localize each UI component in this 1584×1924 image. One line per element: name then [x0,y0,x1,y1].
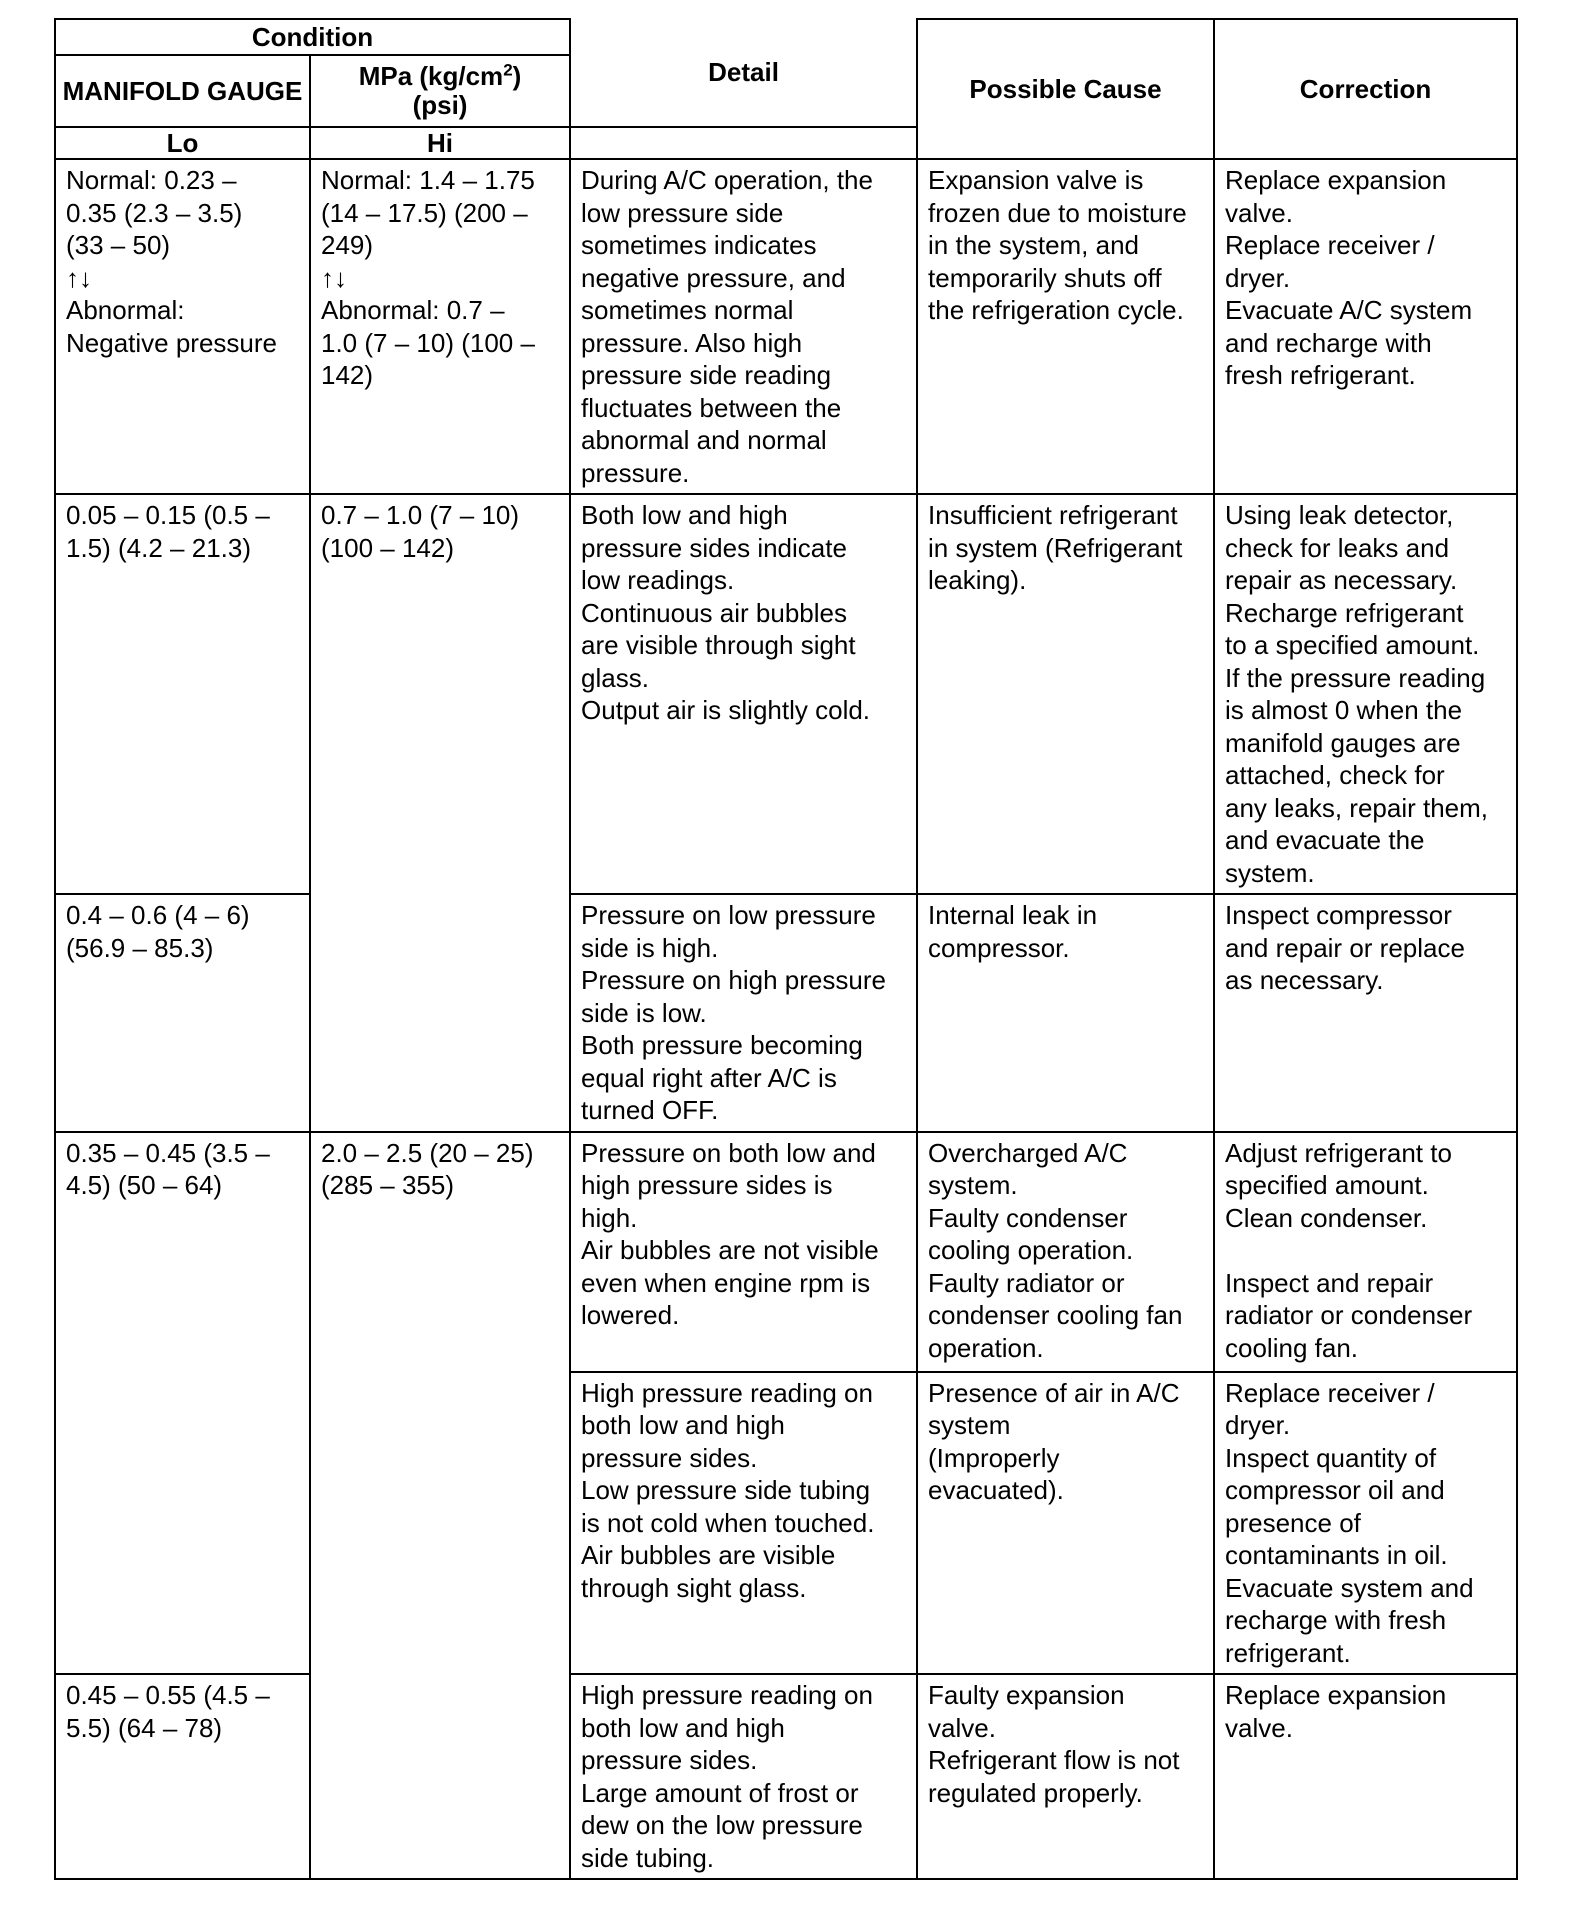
lo-reading-cell [55,159,310,494]
cell-text-line: is not cold when touched. [581,1507,875,1538]
detail-header: Detail [570,19,917,127]
cell-text-line: 0.7 – 1.0 (7 – 10) [321,500,520,530]
correction-cell [1214,1372,1517,1675]
cell-text-line: Replace receiver / [1225,1377,1435,1408]
hi-header: Hi [310,127,570,159]
cell-text-line: 249) [321,230,374,260]
cell-text-line: in system (Refrigerant [928,532,1183,563]
cell-text-line: side is low. [581,997,707,1028]
possible-cause-cell [917,1372,1214,1675]
lo-reading-cell [55,1132,310,1675]
possible-cause-cell [917,159,1214,494]
possible-cause-cell [917,1674,1214,1879]
cell-text-line: Expansion valve is [928,165,1144,195]
hi-reading-cell [310,159,570,494]
possible-cause-cell [917,1132,1214,1372]
cell-text-line: Both pressure becoming [581,1030,863,1060]
ac-pressure-diagnosis-table [54,18,1518,1880]
cell-text-line: High pressure reading on [581,1377,873,1408]
cell-text-line: operation. [928,1332,1044,1363]
cell-text-line: compressor. [928,932,1070,963]
cell-text-line: Evacuate system and [1225,1572,1474,1603]
cell-text-line: Adjust refrigerant to [1225,1137,1452,1168]
cell-text-line: pressure sides. [581,1442,758,1473]
cell-text-line: frozen due to moisture [928,197,1187,228]
cell-text-line: equal right after A/C is [581,1062,837,1093]
correction-cell [1214,159,1517,494]
cell-text-line: Clean condenser. [1225,1202,1428,1233]
cell-text-line: 0.4 – 0.6 (4 – 6) [66,900,250,930]
cell-text-line: evacuated). [928,1475,1064,1505]
cell-text-line: (33 – 50) [66,230,171,260]
cell-text-line: Both low and high [581,500,788,530]
cell-text-line: dew on the low pressure [581,1810,863,1840]
cell-text-line: Pressure on both low and [581,1137,876,1168]
cell-text-line: Replace receiver / [1225,230,1435,260]
correction-cell [1214,494,1517,894]
cell-text-line: check for leaks and [1225,532,1450,563]
cell-text-line: system. [1225,857,1315,888]
cell-text-line: Recharge refrigerant [1225,597,1464,628]
cell-text-line: Replace expansion [1225,1680,1447,1710]
pressure-unit-header [310,55,570,127]
cell-text-line: radiator or condenser [1225,1300,1473,1330]
cell-text-line: valve. [1225,1712,1293,1743]
correction-cell [1214,1674,1517,1879]
cell-text-line: side tubing. [581,1842,714,1873]
possible-cause-cell [917,894,1214,1132]
detail-cell [570,494,917,894]
cell-text-line: contaminants in oil. [1225,1540,1448,1570]
cell-text-line: turned OFF. [581,1095,719,1125]
cell-text-line: manifold gauges are [1225,727,1461,758]
lo-reading-cell [55,1674,310,1879]
cell-text-line: 0.45 – 0.55 (4.5 – [66,1680,270,1710]
cell-text-line: any leaks, repair them, [1225,792,1489,823]
cell-text-line: high pressure sides is [581,1170,833,1200]
cell-text-line: 5.5) (64 – 78) [66,1712,223,1743]
mpa-unit-tail: ) [512,61,522,91]
cell-text-line: Evacuate A/C system [1225,295,1473,325]
cell-text-line: Normal: 0.23 – [66,165,237,195]
manifold-gauge-header: MANIFOLD GAUGE [55,55,310,127]
cell-text-line: Faulty radiator or [928,1267,1125,1298]
cell-text-line: specified amount. [1225,1170,1429,1200]
cell-text-line: attached, check for [1225,760,1445,790]
cell-text-line: both low and high [581,1712,785,1743]
cell-text-line: (Improperly [928,1442,1060,1473]
cell-text-line: and evacuate the [1225,825,1425,855]
cell-text-line: sometimes indicates [581,230,817,260]
mpa-unit-label: MPa (kg/cm [358,61,504,91]
detail-header-spacer [570,127,917,159]
cell-text-line: pressure sides. [581,1745,758,1775]
cell-text-line: sometimes normal [581,295,794,325]
cell-text-line: leaking). [928,565,1027,595]
cell-text-line: dryer. [1225,262,1291,293]
cell-text-line: dryer. [1225,1410,1291,1440]
cell-text-line: Negative pressure [66,327,277,358]
correction-cell [1214,894,1517,1132]
cell-text-line: Internal leak in [928,900,1098,930]
cell-text-line: pressure side reading [581,360,832,390]
condition-header: Condition [55,19,570,55]
cell-text-line: (285 – 355) [321,1170,454,1200]
detail-cell [570,1372,917,1675]
cell-text-line: pressure. Also high [581,327,803,358]
cell-text-line: high. [581,1202,638,1233]
cell-text-line: 0.35 – 0.45 (3.5 – [66,1137,270,1168]
cell-text-line: Insufficient refrigerant [928,500,1178,530]
cell-text-line: Refrigerant flow is not [928,1745,1180,1775]
cell-text-line: is almost 0 when the [1225,695,1463,725]
cell-text-line: in the system, and [928,230,1140,260]
cell-text-line: through sight glass. [581,1572,807,1603]
cell-text-line: even when engine rpm is [581,1267,871,1298]
cell-text-line: 1.0 (7 – 10) (100 – [321,327,535,358]
cell-text-line: Pressure on low pressure [581,900,876,930]
cell-text-line: 142) [321,360,374,390]
cell-text-line: Large amount of frost or [581,1777,859,1808]
header-row-1 [55,19,1517,55]
cell-text-line: 0.05 – 0.15 (0.5 – [66,500,270,530]
cell-text-line: negative pressure, and [581,262,846,293]
cell-text-line: pressure. [581,457,690,488]
cell-text-line: low readings. [581,565,735,595]
cell-text-line: ↑↓ [66,262,92,293]
cell-text-line: glass. [581,662,649,693]
cell-text-line: (14 – 17.5) (200 – [321,197,528,228]
cell-text-line: Continuous air bubbles [581,597,847,628]
cell-text-line: Inspect compressor [1225,900,1452,930]
possible-cause-cell [917,494,1214,894]
hi-reading-cell [310,494,570,1132]
cell-text-line: If the pressure reading [1225,662,1486,693]
cell-text-line: (100 – 142) [321,532,454,563]
mpa-unit-superscript: 2 [503,60,513,80]
troubleshooting-sheet [54,18,1516,1880]
lo-reading-cell [55,494,310,894]
table-row [55,494,1517,894]
cell-text-line: cooling operation. [928,1235,1134,1265]
cell-text-line: Faulty condenser [928,1202,1128,1233]
cell-text-line: lowered. [581,1300,680,1330]
cell-text-line: Faulty expansion [928,1680,1125,1710]
cell-text-line: and repair or replace [1225,932,1465,963]
cell-text-line: abnormal and normal [581,425,827,455]
cell-text-line: Using leak detector, [1225,500,1454,530]
correction-header: Correction [1214,19,1517,159]
cell-text-line: Abnormal: 0.7 – [321,295,505,325]
correction-cell [1214,1132,1517,1372]
hi-reading-cell [310,1132,570,1880]
cell-text-line: Overcharged A/C [928,1137,1128,1168]
cell-text-line: 0.35 (2.3 – 3.5) [66,197,243,228]
cell-text-line: fluctuates between the [581,392,842,423]
psi-unit-label: (psi) [412,90,468,120]
lo-header: Lo [55,127,310,159]
cell-text-line: valve. [928,1712,996,1743]
detail-cell [570,1132,917,1372]
cell-text-line: Inspect quantity of [1225,1442,1437,1473]
cell-text-line: Replace expansion [1225,165,1447,195]
cell-text-line: side is high. [581,932,719,963]
table-row [55,1674,1517,1879]
cell-text-line: Abnormal: [66,295,185,325]
detail-cell [570,1674,917,1879]
cell-text-line: Low pressure side tubing [581,1475,871,1505]
cell-text-line: condenser cooling fan [928,1300,1183,1330]
cell-text-line: 1.5) (4.2 – 21.3) [66,532,251,563]
cell-text-line: Output air is slightly cold. [581,695,871,725]
table-row [55,159,1517,494]
cell-text-line: valve. [1225,197,1293,228]
detail-cell [570,894,917,1132]
cell-text-line: fresh refrigerant. [1225,360,1416,390]
cell-text-line: 2.0 – 2.5 (20 – 25) [321,1137,534,1168]
cell-text-line: recharge with fresh [1225,1605,1447,1635]
table-row [55,894,1517,1132]
detail-cell [570,159,917,494]
cell-text-line: Air bubbles are not visible [581,1235,879,1265]
cell-text-line: (56.9 – 85.3) [66,932,214,963]
cell-text-line: as necessary. [1225,965,1384,995]
cell-text-line: During A/C operation, the [581,165,873,195]
cell-text-line: pressure sides indicate [581,532,847,563]
cell-text-line: temporarily shuts off [928,262,1162,293]
cell-text-line: Presence of air in A/C [928,1377,1180,1408]
cell-text-line: Pressure on high pressure [581,965,886,995]
cell-text-line: 4.5) (50 – 64) [66,1170,223,1200]
cell-text-line [1225,1234,1506,1267]
lo-reading-cell [55,894,310,1132]
cell-text-line: Air bubbles are visible [581,1540,836,1570]
cell-text-line: cooling fan. [1225,1332,1358,1363]
cell-text-line: Normal: 1.4 – 1.75 [321,165,535,195]
table-row [55,1132,1517,1372]
possible-cause-header: Possible Cause [917,19,1214,159]
cell-text-line: low pressure side [581,197,784,228]
cell-text-line: High pressure reading on [581,1680,873,1710]
cell-text-line: refrigerant. [1225,1637,1351,1668]
cell-text-line: presence of [1225,1507,1361,1538]
cell-text-line: system. [928,1170,1018,1200]
cell-text-line: compressor oil and [1225,1475,1445,1505]
cell-text-line: system [928,1410,1011,1440]
cell-text-line: Inspect and repair [1225,1267,1434,1298]
cell-text-line: are visible through sight [581,630,856,660]
cell-text-line: both low and high [581,1410,785,1440]
cell-text-line: ↑↓ [321,262,347,293]
cell-text-line: the refrigeration cycle. [928,295,1184,325]
cell-text-line: to a specified amount. [1225,630,1480,660]
cell-text-line: regulated properly. [928,1777,1143,1808]
cell-text-line: and recharge with [1225,327,1432,358]
cell-text-line: repair as necessary. [1225,565,1458,595]
